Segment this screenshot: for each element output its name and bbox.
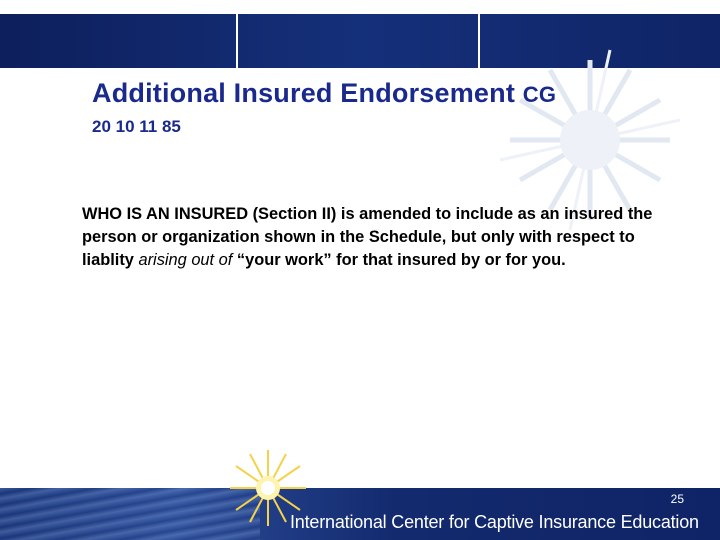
slide-subtitle: 20 10 11 85 [92, 117, 181, 136]
title-code: CG [522, 82, 557, 107]
page-number: 25 [670, 492, 684, 506]
organization-name: International Center for Captive Insurance Education [290, 512, 699, 532]
endorsement-text [82, 203, 682, 272]
banner-divider [236, 14, 238, 68]
body-text-part2: “your work” for that insured by or for you. [236, 251, 566, 269]
title-main: Additional Insured Endorsement [92, 78, 516, 108]
water-texture [0, 488, 260, 540]
body-text-part1: WHO IS AN INSURED (Section II) is amended to include as an insured the person or organization shown in the Schedule, but only with respect to liablity [82, 205, 653, 269]
slide-title [92, 78, 556, 109]
body-text-italic: arising out of [138, 251, 233, 269]
